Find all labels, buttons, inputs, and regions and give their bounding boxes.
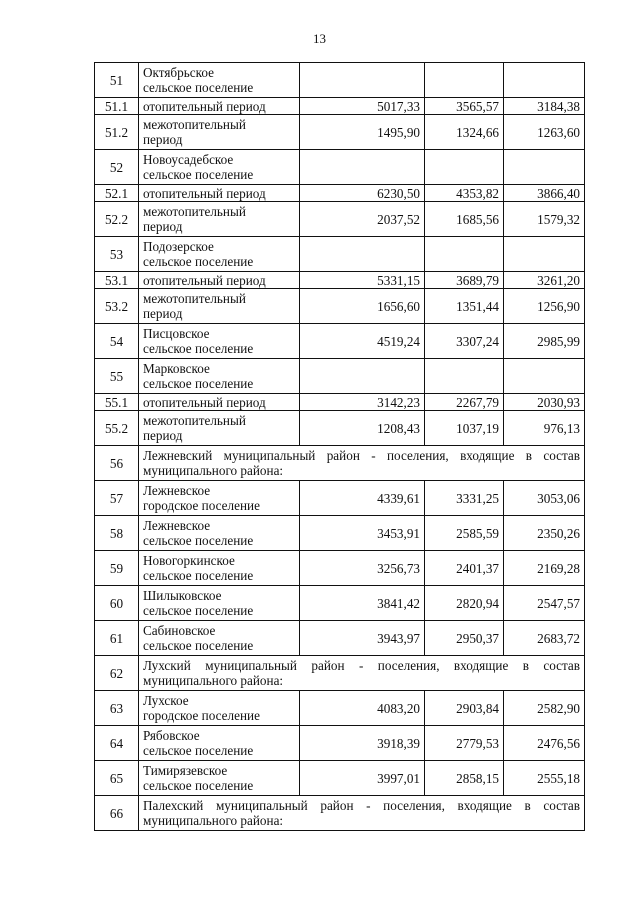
table-row	[95, 394, 585, 411]
table-row	[95, 237, 585, 272]
value-col-2: 2858,15	[425, 761, 504, 796]
value-col-1	[300, 237, 425, 272]
name-line: Сабиновское	[143, 623, 216, 638]
name-line: Лежневское	[143, 483, 211, 498]
settlement-name	[139, 324, 300, 359]
name-line: отопительный период	[143, 394, 266, 410]
value-col-1	[300, 63, 425, 98]
settlement-name	[139, 185, 300, 202]
name-line: Подозерское	[143, 239, 214, 254]
row-number: 53.2	[95, 289, 139, 324]
value-col-1: 1208,43	[300, 411, 425, 446]
value-col-3: 3866,40	[504, 185, 585, 202]
name-line: Марковское	[143, 361, 210, 376]
table-body	[95, 63, 585, 831]
name-line: Лухское	[143, 693, 189, 708]
value-col-2	[425, 150, 504, 185]
settlement-name	[139, 289, 300, 324]
name-line: городское поселение	[143, 498, 260, 513]
settlement-name	[139, 150, 300, 185]
value-col-2: 2950,37	[425, 621, 504, 656]
row-number: 54	[95, 324, 139, 359]
value-col-3	[504, 150, 585, 185]
row-number: 52.1	[95, 185, 139, 202]
settlement-name	[139, 115, 300, 150]
value-col-2: 1351,44	[425, 289, 504, 324]
table-row	[95, 516, 585, 551]
value-col-2: 1037,19	[425, 411, 504, 446]
name-line: Тимирязевское	[143, 763, 228, 778]
name-line: сельское поселение	[143, 167, 254, 182]
value-col-2: 1685,56	[425, 202, 504, 237]
name-line: Октябрьское	[143, 65, 214, 80]
name-line: отопительный период	[143, 185, 266, 201]
row-number: 59	[95, 551, 139, 586]
row-number: 65	[95, 761, 139, 796]
table-row	[95, 761, 585, 796]
value-col-1: 3256,73	[300, 551, 425, 586]
value-col-2: 2779,53	[425, 726, 504, 761]
name-line: межотопительный	[143, 204, 246, 219]
name-line: сельское поселение	[143, 778, 254, 793]
value-col-3: 1256,90	[504, 289, 585, 324]
table-row	[95, 446, 585, 481]
row-number: 58	[95, 516, 139, 551]
value-col-1: 1495,90	[300, 115, 425, 150]
row-number: 55.2	[95, 411, 139, 446]
table-row	[95, 289, 585, 324]
value-col-1: 3943,97	[300, 621, 425, 656]
table-row	[95, 726, 585, 761]
table-row	[95, 324, 585, 359]
settlement-name	[139, 551, 300, 586]
row-number: 61	[95, 621, 139, 656]
settlement-name	[139, 761, 300, 796]
row-number: 52	[95, 150, 139, 185]
row-number: 53.1	[95, 272, 139, 289]
value-col-2: 3307,24	[425, 324, 504, 359]
name-line: период	[143, 428, 183, 443]
name-line: сельское поселение	[143, 638, 254, 653]
value-col-3: 2350,26	[504, 516, 585, 551]
name-line: период	[143, 219, 183, 234]
value-col-3: 2169,28	[504, 551, 585, 586]
row-number: 62	[95, 656, 139, 691]
name-line: сельское поселение	[143, 341, 254, 356]
value-col-1: 6230,50	[300, 185, 425, 202]
row-number: 64	[95, 726, 139, 761]
name-line: период	[143, 306, 183, 321]
value-col-2	[425, 359, 504, 394]
value-col-2: 2401,37	[425, 551, 504, 586]
name-line: Новоусадебское	[143, 152, 234, 167]
value-col-1: 3997,01	[300, 761, 425, 796]
table-row	[95, 359, 585, 394]
value-col-3	[504, 359, 585, 394]
settlement-name	[139, 63, 300, 98]
value-col-1: 3142,23	[300, 394, 425, 411]
value-col-2: 1324,66	[425, 115, 504, 150]
table-row	[95, 202, 585, 237]
name-line: Писцовское	[143, 326, 210, 341]
value-col-3: 2476,56	[504, 726, 585, 761]
value-col-2: 2267,79	[425, 394, 504, 411]
page-number: 13	[313, 31, 326, 46]
value-col-3: 976,13	[504, 411, 585, 446]
table-row	[95, 691, 585, 726]
value-col-3: 1263,60	[504, 115, 585, 150]
settlement-name	[139, 237, 300, 272]
table-row	[95, 621, 585, 656]
value-col-1: 3841,42	[300, 586, 425, 621]
settlement-name	[139, 726, 300, 761]
value-col-3: 1579,32	[504, 202, 585, 237]
value-col-1: 3918,39	[300, 726, 425, 761]
value-col-3: 3261,20	[504, 272, 585, 289]
value-col-2: 3331,25	[425, 481, 504, 516]
value-col-2	[425, 237, 504, 272]
value-col-3: 2683,72	[504, 621, 585, 656]
name-line: межотопительный	[143, 117, 246, 132]
table-row	[95, 98, 585, 115]
name-line: сельское поселение	[143, 603, 254, 618]
value-col-2: 2585,59	[425, 516, 504, 551]
settlement-name	[139, 359, 300, 394]
value-col-1: 3453,91	[300, 516, 425, 551]
settlement-name	[139, 272, 300, 289]
value-col-1: 2037,52	[300, 202, 425, 237]
district-heading: Палехский муниципальный район - поселения, входящие в состав муниципального района:	[139, 796, 585, 831]
row-number: 53	[95, 237, 139, 272]
row-number: 55	[95, 359, 139, 394]
name-line: сельское поселение	[143, 254, 254, 269]
name-line: межотопительный	[143, 413, 246, 428]
table-row	[95, 481, 585, 516]
row-number: 56	[95, 446, 139, 481]
name-line: отопительный период	[143, 272, 266, 288]
value-col-3	[504, 63, 585, 98]
value-col-2: 2903,84	[425, 691, 504, 726]
table-row	[95, 150, 585, 185]
value-col-3: 2547,57	[504, 586, 585, 621]
value-col-1: 4339,61	[300, 481, 425, 516]
settlement-name	[139, 98, 300, 115]
table-row	[95, 586, 585, 621]
name-line: период	[143, 132, 183, 147]
row-number: 51.2	[95, 115, 139, 150]
name-line: межотопительный	[143, 291, 246, 306]
table-row	[95, 551, 585, 586]
value-col-1: 4083,20	[300, 691, 425, 726]
district-heading: Лухский муниципальный район - поселения, входящие в состав муниципального района:	[139, 656, 585, 691]
settlement-name	[139, 481, 300, 516]
value-col-2: 2820,94	[425, 586, 504, 621]
name-line: Новогоркинское	[143, 553, 235, 568]
row-number: 52.2	[95, 202, 139, 237]
settlement-name	[139, 411, 300, 446]
value-col-3: 2030,93	[504, 394, 585, 411]
value-col-3: 2582,90	[504, 691, 585, 726]
name-line: Рябовское	[143, 728, 200, 743]
value-col-1	[300, 150, 425, 185]
value-col-1	[300, 359, 425, 394]
name-line: отопительный период	[143, 98, 266, 114]
district-heading: Лежневский муниципальный район - поселения, входящие в состав муниципального района:	[139, 446, 585, 481]
name-line: городское поселение	[143, 708, 260, 723]
table-row	[95, 185, 585, 202]
table-row	[95, 411, 585, 446]
row-number: 57	[95, 481, 139, 516]
settlement-name	[139, 394, 300, 411]
settlement-name	[139, 691, 300, 726]
table-row	[95, 63, 585, 98]
value-col-3: 2985,99	[504, 324, 585, 359]
value-col-1: 1656,60	[300, 289, 425, 324]
row-number: 63	[95, 691, 139, 726]
value-col-1: 5017,33	[300, 98, 425, 115]
row-number: 55.1	[95, 394, 139, 411]
value-col-2: 3565,57	[425, 98, 504, 115]
value-col-1: 4519,24	[300, 324, 425, 359]
name-line: сельское поселение	[143, 568, 254, 583]
row-number: 51.1	[95, 98, 139, 115]
settlement-name	[139, 586, 300, 621]
settlement-name	[139, 202, 300, 237]
table-row	[95, 115, 585, 150]
value-col-2: 3689,79	[425, 272, 504, 289]
name-line: Шилыковское	[143, 588, 222, 603]
value-col-3: 3053,06	[504, 481, 585, 516]
row-number: 51	[95, 63, 139, 98]
value-col-3: 2555,18	[504, 761, 585, 796]
value-col-2	[425, 63, 504, 98]
table-row	[95, 272, 585, 289]
settlement-name	[139, 621, 300, 656]
row-number: 60	[95, 586, 139, 621]
value-col-2: 4353,82	[425, 185, 504, 202]
value-col-3: 3184,38	[504, 98, 585, 115]
table-row	[95, 796, 585, 831]
value-col-1: 5331,15	[300, 272, 425, 289]
table-row	[95, 656, 585, 691]
name-line: Лежневское	[143, 518, 211, 533]
settlement-name	[139, 516, 300, 551]
tariff-table	[94, 62, 585, 831]
value-col-3	[504, 237, 585, 272]
row-number: 66	[95, 796, 139, 831]
name-line: сельское поселение	[143, 743, 254, 758]
name-line: сельское поселение	[143, 533, 254, 548]
name-line: сельское поселение	[143, 376, 254, 391]
name-line: сельское поселение	[143, 80, 254, 95]
